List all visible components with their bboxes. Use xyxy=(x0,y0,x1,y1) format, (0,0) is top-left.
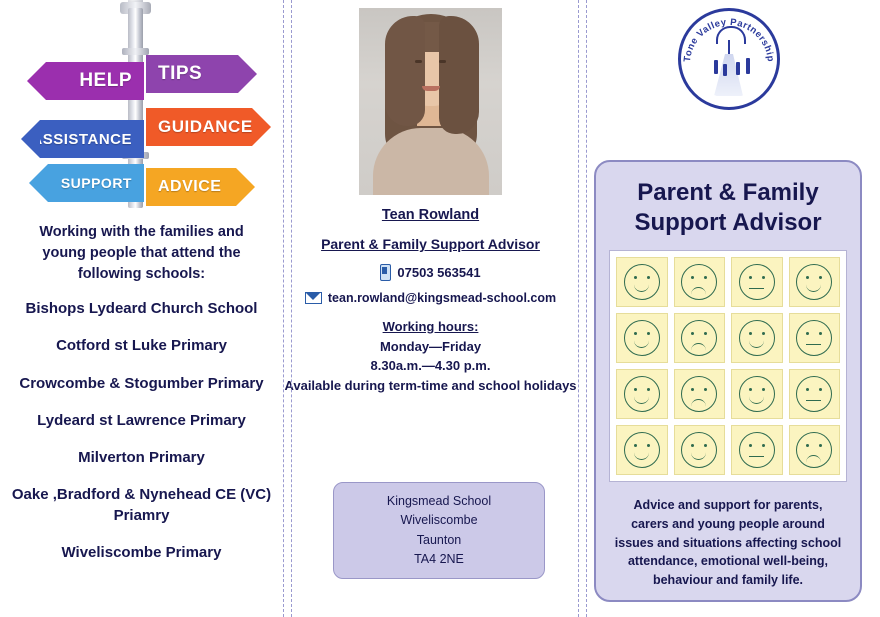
smiley-worried-icon xyxy=(796,320,832,356)
envelope-icon xyxy=(305,292,322,304)
photo-hair-left xyxy=(385,16,425,126)
sticky-note xyxy=(616,313,668,363)
svg-text:Tone Valley Partnership xyxy=(682,17,776,63)
working-hours-heading: Working hours: xyxy=(382,319,479,334)
photo-eye-right xyxy=(439,60,446,63)
phone-number: 07503 563541 xyxy=(397,265,481,280)
sticky-note xyxy=(789,313,841,363)
smiley-surprised-icon xyxy=(739,264,775,300)
working-hours-times: 8.30a.m.—4.30 p.m. xyxy=(370,358,491,373)
address-box xyxy=(333,482,545,579)
emotion-face-grid xyxy=(609,250,847,482)
address-line: Wiveliscombe xyxy=(400,513,478,528)
sticky-note xyxy=(674,313,726,363)
page-title-line1: Parent & Family xyxy=(637,179,819,206)
working-hours-days: Monday—Friday xyxy=(379,338,482,354)
fold-line xyxy=(586,0,587,617)
sign-support xyxy=(48,164,144,202)
sticky-note xyxy=(674,369,726,419)
sticky-note xyxy=(731,425,783,475)
sign-advice-label: ADVICE xyxy=(158,178,222,195)
sign-assistance xyxy=(31,120,144,158)
address-line: TA4 2NE xyxy=(414,551,464,566)
list-item: Milverton Primary xyxy=(78,449,205,467)
sign-help-label: HELP xyxy=(79,70,132,91)
fold-line xyxy=(283,0,284,617)
photo-mouth xyxy=(422,86,440,91)
list-item: Bishops Lydeard Church School xyxy=(25,300,258,318)
list-item: Oake ,Bradford & Nynehead CE (VC) Priamry xyxy=(11,486,272,524)
sticky-note xyxy=(789,257,841,307)
sticky-note xyxy=(789,425,841,475)
email-address[interactable]: tean.rowland@kingsmead-school.com xyxy=(327,291,557,305)
address-line: Kingsmead School xyxy=(386,493,492,508)
sign-help xyxy=(46,62,144,100)
list-item: Wiveliscombe Primary xyxy=(61,543,222,561)
sticky-note xyxy=(731,369,783,419)
sign-tips-label: TIPS xyxy=(158,63,203,84)
sign-assistance-label: ASSISTANCE xyxy=(31,130,132,148)
working-hours-block xyxy=(283,317,578,395)
fold-line xyxy=(291,0,292,617)
sign-tips xyxy=(146,55,238,93)
sticky-note xyxy=(789,369,841,419)
signpost-band xyxy=(122,48,149,55)
service-description: Advice and support for parents, carers and young people around issues and situations affecting school attendance, emotional well-being, behaviour and family life. xyxy=(614,498,842,587)
smiley-sad-icon xyxy=(681,264,717,300)
smiley-sleepy-icon xyxy=(739,432,775,468)
photo-eye-left xyxy=(415,60,422,63)
sticky-note xyxy=(616,425,668,475)
availability-text: Available during term-time and school holidays xyxy=(284,377,577,393)
sticky-note xyxy=(674,425,726,475)
smiley-angry-icon xyxy=(681,320,717,356)
advisor-photo xyxy=(359,8,502,195)
fold-line xyxy=(578,0,579,617)
sign-advice xyxy=(146,168,236,206)
panel-right xyxy=(578,0,880,617)
email-line[interactable] xyxy=(283,291,578,305)
logo-arc-label: Tone Valley Partnership xyxy=(681,16,777,63)
list-item: Lydeard st Lawrence Primary xyxy=(37,411,246,429)
right-feature-card xyxy=(594,160,862,602)
signpost-graphic xyxy=(0,0,283,210)
sign-guidance-label: GUIDANCE xyxy=(158,117,253,136)
smiley-crying-icon xyxy=(681,376,717,412)
advisor-name: Tean Rowland xyxy=(381,207,480,223)
smiley-content-icon xyxy=(624,320,660,356)
phone-icon xyxy=(380,264,391,281)
smiley-grin-icon xyxy=(739,320,775,356)
sticky-note xyxy=(731,257,783,307)
logo-text-arc xyxy=(678,8,780,110)
smiley-confused-icon xyxy=(796,432,832,468)
sticky-note xyxy=(674,257,726,307)
sticky-note xyxy=(616,369,668,419)
sticky-note xyxy=(731,313,783,363)
sticky-note xyxy=(616,257,668,307)
sign-guidance xyxy=(146,108,252,146)
photo-shoulders xyxy=(373,128,489,195)
advisor-role: Parent & Family Support Advisor xyxy=(321,236,540,252)
address-line: Taunton xyxy=(416,532,462,547)
phone-line xyxy=(283,264,578,281)
panel-middle xyxy=(283,0,578,617)
smiley-calm-icon xyxy=(681,432,717,468)
list-item: Crowcombe & Stogumber Primary xyxy=(19,374,264,392)
page-title xyxy=(608,178,848,238)
list-item: Cotford st Luke Primary xyxy=(56,337,227,355)
smiley-happy-icon xyxy=(624,264,660,300)
school-list xyxy=(8,299,275,563)
sign-support-label: SUPPORT xyxy=(60,175,132,191)
smiley-wink-icon xyxy=(624,432,660,468)
tone-valley-partnership-logo xyxy=(678,8,780,110)
left-intro-text: Working with the families and young people that attend the following schools: xyxy=(39,224,244,283)
smiley-love-icon xyxy=(624,376,660,412)
smiley-neutral-icon xyxy=(796,376,832,412)
smiley-shocked-icon xyxy=(796,264,832,300)
panel-left xyxy=(0,0,283,617)
smiley-laugh-icon xyxy=(739,376,775,412)
photo-hair-right xyxy=(439,16,479,134)
page-title-line2: Support Advisor xyxy=(634,209,822,236)
